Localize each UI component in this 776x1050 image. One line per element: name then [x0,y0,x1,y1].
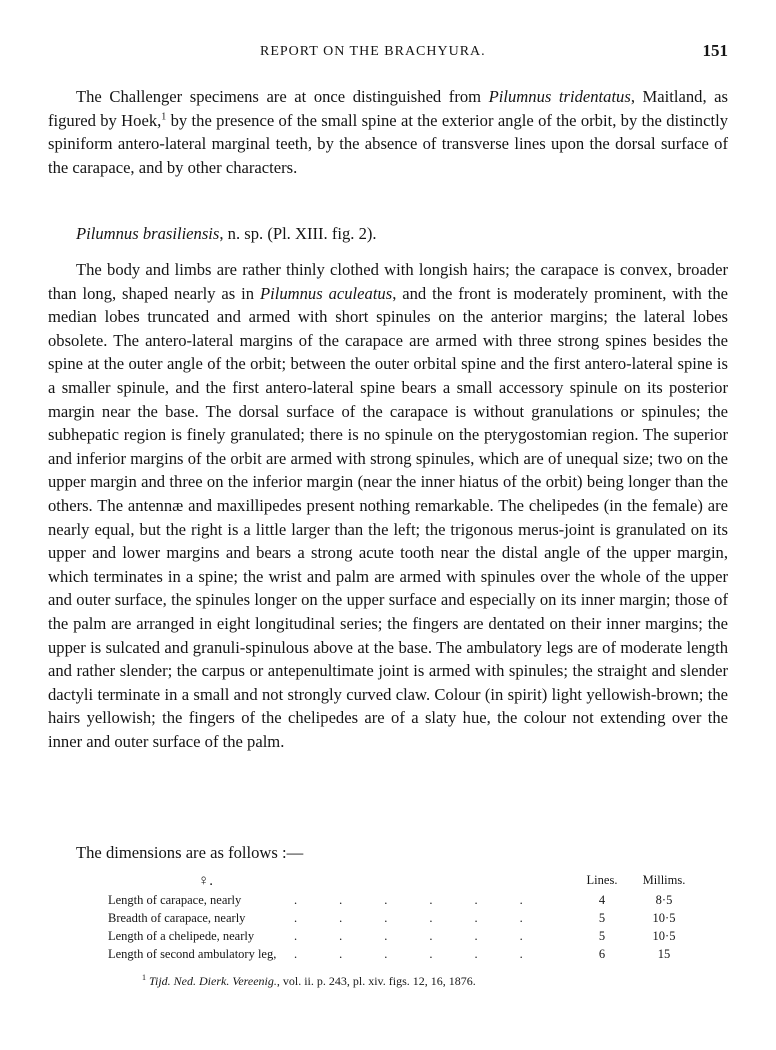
table-row [108,911,708,929]
species-heading [76,224,377,244]
value-lines: 6 [598,947,606,961]
value-millims: 10·5 [652,929,676,943]
footnote-text: , vol. ii. p. 243, pl. xiv. figs. 12, 16, 1876. [276,974,476,988]
paragraph-text: The body and limbs are rather thinly clothed with longish hairs; the carapace is convex, broader than long, shaped nearly as in [48,260,728,303]
species-name: Pilumnus aculeatus [259,283,393,303]
leader-dots: ...... [294,947,565,961]
column-header-lines: Lines. [586,873,618,887]
leader-dots: ...... [294,911,565,925]
column-header-millims: Millims. [642,873,686,887]
footnote-journal: Tijd. Ned. Dierk. Vereenig. [149,974,277,988]
paragraph-text: by the presence of the small spine at the exterior angle of the orbit, by the distinctly spiniform antero-lateral marginal teeth, by the absence of transverse lines upon the dorsal surface of the carapace, and by other characters. [48,110,728,177]
paragraph-text: The Challenger specimens are at once distinguished from [76,87,489,106]
table-row [108,929,708,947]
value-millims: 15 [657,947,671,961]
paragraph-challenger-specimens [48,85,728,179]
row-label: Length of carapace, nearly [108,893,242,907]
leader-dots: ...... [294,893,565,907]
row-label: Breadth of carapace, nearly [108,911,246,925]
row-label: Length of second ambulatory leg, [108,947,277,961]
value-millims: 10·5 [652,911,676,925]
footnote [142,974,476,989]
row-label: Length of a chelipede, nearly [108,929,255,943]
footnote-reference[interactable]: 1 [161,111,167,123]
species-heading-rest: , n. sp. (Pl. XIII. fig. 2). [219,224,377,243]
running-title: REPORT ON THE BRACHYURA. [260,44,486,59]
leader-dots: ...... [294,929,565,943]
value-millims: 8·5 [655,893,673,907]
table-row [108,947,708,965]
footnote-mark: 1 [142,973,146,982]
value-lines: 5 [598,929,606,943]
page-number: 151 [702,41,728,60]
value-lines: 5 [598,911,606,925]
paragraph-description [48,258,728,753]
paragraph-text: , and the front is moderately prominent, with the median lobes truncated and armed with short spinules on the anterior margins; the lateral lobes obsolete. The antero-lateral margins of the carapace are armed with three strong spines besides the spine at the outer angle of the orbit; between the outer orbital spine and the first antero-lateral spine is a smaller spinule, and the first antero-lateral spine bears a small accessory spinule on its posterior margin near the base. The dorsal surface of the carapace is without granulations or spinules; the subhepatic region is finely granulated; there is no spinule on the pterygostomian region. The superior and inferior margins of the orbit are armed with strong spinules, which are of unequal size; two on the upper margin and three on the inferior margin (near the inner hiatus of the orbit) being longer than the others. The antennæ and maxillipedes present nothing remarkable. The chelipedes (in the female) are nearly equal, but the right is a little larger than the left; the trigonous merus-joint is granulated on its upper and lower margins and bears a strong acute tooth near the distal angle of the upper margin, which terminates in a spine; the wrist and palm are armed with spinules over the whole of the upper and outer surface, the spinules longer on the upper surface and especially on its inner margin; those of the palm are arranged in eight longitudinal series; the fingers are dentated on their inner margins; the upper is sulcated and granuli-spinulous above at the base. The ambulatory legs are of moderate length and rather slender; the carpus or antepenultimate joint is armed with spinules; the straight and slender dactyli terminate in a small and not strongly curved claw. Colour (in spirit) light yellowish-brown; the hairs yellowish; the fingers of the chelipedes are of a slaty hue, the colour not extending over the inner and outer surface of the palm. [48,283,728,751]
species-heading-name: Pilumnus brasiliensis [76,224,220,243]
paragraph-text: , Maitland, as figured by Hoek, [48,87,729,130]
dimensions-intro: The dimensions are as follows :— [76,843,304,862]
running-header [48,41,728,66]
species-name: Pilumnus tridentatus [488,87,631,106]
female-symbol: ♀. [198,873,213,889]
table-row [108,893,708,911]
value-lines: 4 [598,893,606,907]
